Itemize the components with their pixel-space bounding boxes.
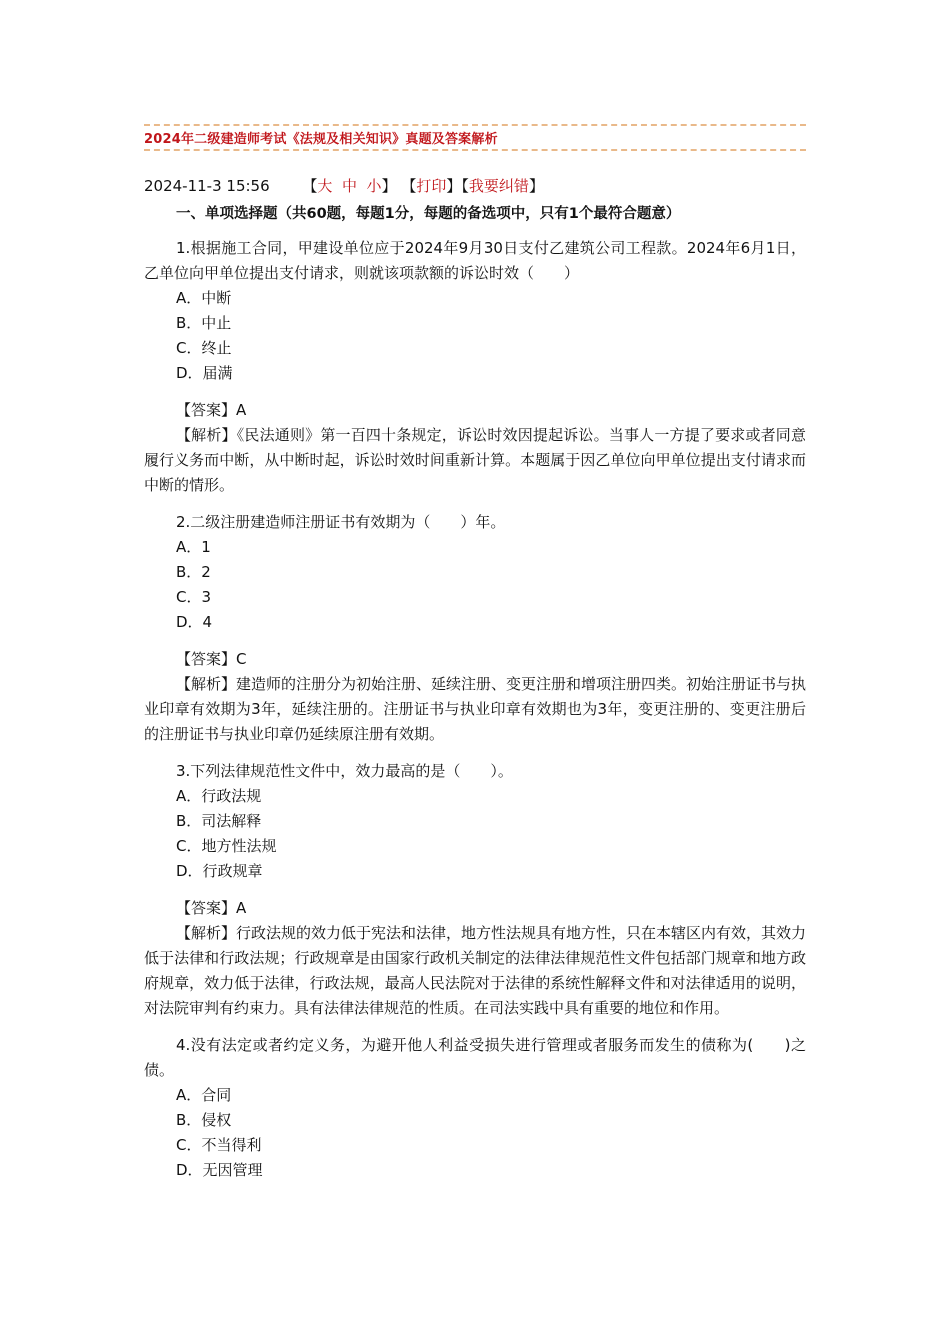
question-3 — [144, 759, 806, 1021]
answer: 【答案】C — [176, 650, 247, 668]
font-size-large-link[interactable]: 大 — [317, 177, 333, 195]
answer: 【答案】A — [176, 899, 247, 917]
font-size-medium-link[interactable]: 中 — [341, 177, 357, 195]
option-d: D．4 — [176, 613, 213, 631]
title-top-divider — [144, 124, 806, 126]
font-size-small-link[interactable]: 小 — [366, 177, 382, 195]
report-error-link[interactable]: 我要纠错 — [468, 177, 529, 195]
question-2 — [144, 510, 806, 747]
publish-date: 2024-11-3 15:56 — [144, 177, 270, 195]
question-1 — [144, 236, 806, 498]
explanation: 【解析】《民法通则》第一百四十条规定，诉讼时效因提起诉讼。当事人一方提了要求或者同意履行义务而中断，从中断时起，诉讼时效时间重新计算。本题属于因乙单位向甲单位提出支付请求而中断的情形。 — [144, 426, 806, 494]
option-a: A．1 — [176, 538, 211, 556]
question-4 — [144, 1033, 806, 1183]
option-d: D．届满 — [176, 364, 233, 382]
option-d: D．无因管理 — [176, 1161, 263, 1179]
option-c: C．3 — [176, 588, 212, 606]
questions-content — [144, 236, 806, 1195]
option-c: C．地方性法规 — [176, 837, 277, 855]
option-a: A．中断 — [176, 289, 232, 307]
option-b: B．侵权 — [176, 1111, 232, 1129]
question-stem: 3.下列法律规范性文件中，效力最高的是（ ）。 — [176, 762, 513, 780]
option-b: B．2 — [176, 563, 211, 581]
option-a: A．合同 — [176, 1086, 232, 1104]
option-c: C．终止 — [176, 339, 232, 357]
answer: 【答案】A — [176, 401, 247, 419]
option-b: B．中止 — [176, 314, 232, 332]
question-stem: 4.没有法定或者约定义务，为避开他人利益受损失进行管理或者服务而发生的债称为( )之债。 — [144, 1036, 806, 1079]
option-b: B．司法解释 — [176, 812, 262, 830]
explanation: 【解析】建造师的注册分为初始注册、延续注册、变更注册和增项注册四类。初始注册证书与执业印章有效期为3年，延续注册的。注册证书与执业印章有效期也为3年，变更注册的、变更注册后的注册证书与执业印章仍延续原注册有效期。 — [144, 675, 807, 743]
font-size-control: 【大 中 小】 — [302, 177, 397, 195]
print-link[interactable]: 打印 — [416, 177, 447, 195]
question-stem: 2.二级注册建造师注册证书有效期为（ ）年。 — [176, 513, 506, 531]
document-title: 2024年二级建造师考试《法规及相关知识》真题及答案解析 — [144, 132, 498, 147]
title-bottom-divider — [144, 149, 806, 151]
option-a: A．行政法规 — [176, 787, 262, 805]
explanation: 【解析】行政法规的效力低于宪法和法律，地方性法规具有地方性，只在本辖区内有效，其效力低于法律和行政法规；行政规章是由国家行政机关制定的法律法律规范性文件包括部门规章和地方政府规章，效力低于法律，行政法规，最高人民法院对于法律的系统性解释文件和对法律适用的说明，对法院审判有约束力。具有法律法律规范的性质。在司法实践中具有重要的地位和作用。 — [144, 924, 807, 1017]
meta-row: 2024-11-3 15:56 【大 中 小】 【打印】【我要纠错】 — [144, 177, 544, 195]
question-stem: 1.根据施工合同，甲建设单位应于2024年9月30日支付乙建筑公司工程款。2024年6月1日，乙单位向甲单位提出支付请求，则就该项款额的诉讼时效（ ） — [144, 239, 806, 282]
option-d: D．行政规章 — [176, 862, 263, 880]
option-c: C．不当得利 — [176, 1136, 262, 1154]
section-title: 一、单项选择题（共60题，每题1分，每题的备选项中，只有1个最符合题意） — [176, 206, 681, 222]
